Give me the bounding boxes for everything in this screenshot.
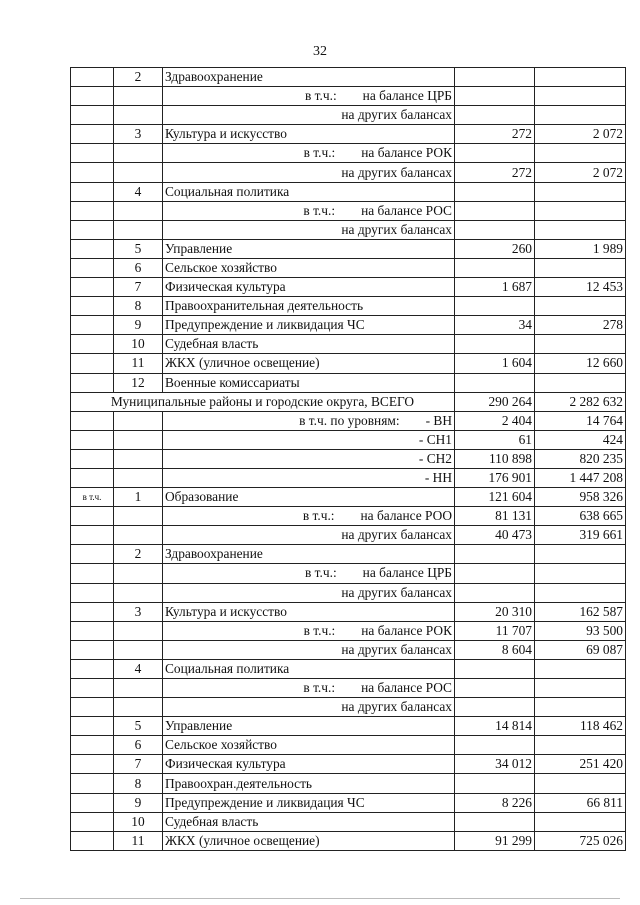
value-col-1 bbox=[455, 258, 535, 277]
sub-label: на балансе РОК bbox=[361, 622, 452, 638]
value-col-1: 2 404 bbox=[455, 411, 535, 430]
sub-label: на балансе РОК bbox=[361, 145, 452, 161]
sub-row bbox=[71, 430, 626, 449]
value-col-2 bbox=[535, 106, 626, 125]
value-col-2: 638 665 bbox=[535, 507, 626, 526]
value-col-1: 20 310 bbox=[455, 602, 535, 621]
value-col-1: 176 901 bbox=[455, 468, 535, 487]
group-marker-cell bbox=[71, 201, 114, 220]
value-col-1 bbox=[455, 68, 535, 87]
item-number-cell bbox=[114, 564, 163, 583]
sub-row bbox=[71, 201, 626, 220]
value-col-2: 14 764 bbox=[535, 411, 626, 430]
group-marker-cell bbox=[71, 526, 114, 545]
value-col-2: 251 420 bbox=[535, 755, 626, 774]
sub-label: - СН2 bbox=[418, 450, 452, 466]
item-number-cell bbox=[114, 411, 163, 430]
item-number-cell: 7 bbox=[114, 755, 163, 774]
item-name-cell: Образование bbox=[163, 488, 455, 507]
value-col-2: 12 660 bbox=[535, 354, 626, 373]
sub-row bbox=[71, 564, 626, 583]
table-row bbox=[71, 736, 626, 755]
scan-edge-line bbox=[20, 898, 620, 899]
sub-row bbox=[71, 144, 626, 163]
sub-label: на балансе ЦРБ bbox=[362, 565, 452, 581]
item-number-cell: 6 bbox=[114, 736, 163, 755]
sub-prefix: в т.ч.: bbox=[303, 145, 336, 161]
group-marker-cell bbox=[71, 640, 114, 659]
group-marker-cell bbox=[71, 774, 114, 793]
table-row bbox=[71, 659, 626, 678]
value-col-2: 278 bbox=[535, 316, 626, 335]
item-number-cell: 3 bbox=[114, 125, 163, 144]
group-marker-cell bbox=[71, 163, 114, 182]
sub-label-cell bbox=[163, 583, 455, 602]
item-number-cell bbox=[114, 430, 163, 449]
sub-label-cell bbox=[163, 679, 455, 698]
item-number-cell bbox=[114, 468, 163, 487]
sub-row bbox=[71, 220, 626, 239]
value-col-2: 2 072 bbox=[535, 163, 626, 182]
budget-table-body bbox=[71, 68, 626, 851]
sub-label: - ВН bbox=[425, 412, 452, 428]
group-marker-cell bbox=[71, 106, 114, 125]
value-col-1 bbox=[455, 106, 535, 125]
group-marker-cell bbox=[71, 736, 114, 755]
table-row bbox=[71, 793, 626, 812]
sub-row bbox=[71, 621, 626, 640]
item-name-cell: Судебная власть bbox=[163, 335, 455, 354]
group-marker-cell bbox=[71, 87, 114, 106]
sub-label: - СН1 bbox=[418, 431, 452, 447]
sub-row bbox=[71, 411, 626, 430]
group-marker-cell bbox=[71, 297, 114, 316]
sub-label-cell bbox=[163, 201, 455, 220]
item-number-cell bbox=[114, 679, 163, 698]
item-number-cell bbox=[114, 526, 163, 545]
item-name-cell: Управление bbox=[163, 239, 455, 258]
value-col-2: 424 bbox=[535, 430, 626, 449]
sub-label-cell bbox=[163, 449, 455, 468]
group-marker-cell: в т.ч. bbox=[71, 488, 114, 507]
item-number-cell: 1 bbox=[114, 488, 163, 507]
group-marker-cell bbox=[71, 182, 114, 201]
value-col-1 bbox=[455, 87, 535, 106]
item-name-cell: Физическая культура bbox=[163, 755, 455, 774]
group-marker-cell bbox=[71, 545, 114, 564]
value-col-2 bbox=[535, 297, 626, 316]
value-col-1: 1 604 bbox=[455, 354, 535, 373]
item-number-cell bbox=[114, 449, 163, 468]
item-number-cell bbox=[114, 583, 163, 602]
group-marker-cell bbox=[71, 430, 114, 449]
value-col-1: 110 898 bbox=[455, 449, 535, 468]
value-col-1 bbox=[455, 564, 535, 583]
item-name-cell: Социальная политика bbox=[163, 659, 455, 678]
item-number-cell: 10 bbox=[114, 335, 163, 354]
group-marker-cell bbox=[71, 316, 114, 335]
item-number-cell: 8 bbox=[114, 774, 163, 793]
group-marker-cell bbox=[71, 258, 114, 277]
item-name-cell: Здравоохранение bbox=[163, 545, 455, 564]
value-col-1: 272 bbox=[455, 125, 535, 144]
value-col-2 bbox=[535, 144, 626, 163]
sub-label: на балансе РОС bbox=[361, 680, 452, 696]
table-row bbox=[71, 297, 626, 316]
item-name-cell: Физическая культура bbox=[163, 278, 455, 297]
item-name-cell: Социальная политика bbox=[163, 182, 455, 201]
sub-row bbox=[71, 640, 626, 659]
table-row bbox=[71, 316, 626, 335]
table-row bbox=[71, 373, 626, 392]
item-number-cell bbox=[114, 698, 163, 717]
sub-prefix: в т.ч. по уровням: bbox=[299, 412, 400, 428]
group-marker-cell bbox=[71, 755, 114, 774]
item-name-cell: Предупреждение и ликвидация ЧС bbox=[163, 316, 455, 335]
value-col-2 bbox=[535, 545, 626, 564]
item-number-cell: 5 bbox=[114, 239, 163, 258]
value-col-1 bbox=[455, 201, 535, 220]
item-name-cell: Сельское хозяйство bbox=[163, 258, 455, 277]
sub-label: на балансе ЦРБ bbox=[362, 88, 452, 104]
table-row bbox=[71, 602, 626, 621]
group-marker-cell bbox=[71, 602, 114, 621]
total-row bbox=[71, 392, 626, 411]
value-col-2 bbox=[535, 87, 626, 106]
value-col-1 bbox=[455, 698, 535, 717]
item-number-cell bbox=[114, 144, 163, 163]
sub-label: на других балансах bbox=[341, 221, 452, 237]
sub-row bbox=[71, 507, 626, 526]
item-name-cell: ЖКХ (уличное освещение) bbox=[163, 831, 455, 850]
budget-table bbox=[70, 67, 626, 851]
value-col-1: 34 012 bbox=[455, 755, 535, 774]
sub-label-cell bbox=[163, 430, 455, 449]
group-marker-cell bbox=[71, 659, 114, 678]
sub-row bbox=[71, 468, 626, 487]
sub-label: на других балансах bbox=[341, 164, 452, 180]
value-col-1 bbox=[455, 220, 535, 239]
group-marker-cell bbox=[71, 373, 114, 392]
table-row bbox=[71, 545, 626, 564]
item-number-cell: 9 bbox=[114, 316, 163, 335]
group-marker-cell bbox=[71, 125, 114, 144]
value-col-2: 2 072 bbox=[535, 125, 626, 144]
item-name-cell: ЖКХ (уличное освещение) bbox=[163, 354, 455, 373]
value-col-2: 820 235 bbox=[535, 449, 626, 468]
item-number-cell: 4 bbox=[114, 182, 163, 201]
group-marker-cell bbox=[71, 564, 114, 583]
value-col-1 bbox=[455, 545, 535, 564]
sub-prefix: в т.ч.: bbox=[305, 88, 337, 104]
sub-row bbox=[71, 87, 626, 106]
sub-prefix: в т.ч.: bbox=[303, 202, 336, 218]
sub-prefix: в т.ч.: bbox=[305, 565, 337, 581]
value-col-1: 121 604 bbox=[455, 488, 535, 507]
group-marker-cell bbox=[71, 812, 114, 831]
value-col-1: 91 299 bbox=[455, 831, 535, 850]
sub-prefix: в т.ч.: bbox=[303, 622, 336, 638]
value-col-1: 8 226 bbox=[455, 793, 535, 812]
group-marker-cell bbox=[71, 583, 114, 602]
item-number-cell: 6 bbox=[114, 258, 163, 277]
item-number-cell bbox=[114, 106, 163, 125]
table-row bbox=[71, 488, 626, 507]
item-number-cell bbox=[114, 87, 163, 106]
sub-row bbox=[71, 583, 626, 602]
value-col-2 bbox=[535, 335, 626, 354]
table-row bbox=[71, 68, 626, 87]
sub-label: - НН bbox=[424, 470, 452, 486]
sub-label: на других балансах bbox=[341, 641, 452, 657]
item-name-cell: Культура и искусство bbox=[163, 602, 455, 621]
table-row bbox=[71, 125, 626, 144]
item-number-cell: 4 bbox=[114, 659, 163, 678]
sub-row bbox=[71, 106, 626, 125]
value-col-1: 272 bbox=[455, 163, 535, 182]
item-number-cell: 11 bbox=[114, 831, 163, 850]
sub-label-cell bbox=[163, 220, 455, 239]
value-col-2 bbox=[535, 68, 626, 87]
item-number-cell bbox=[114, 163, 163, 182]
value-col-2: 725 026 bbox=[535, 831, 626, 850]
table-row bbox=[71, 755, 626, 774]
table-row bbox=[71, 354, 626, 373]
value-col-1: 11 707 bbox=[455, 621, 535, 640]
table-row bbox=[71, 278, 626, 297]
sub-label-cell bbox=[163, 698, 455, 717]
value-col-2: 1 989 bbox=[535, 239, 626, 258]
value-col-2: 69 087 bbox=[535, 640, 626, 659]
sub-label-cell bbox=[163, 87, 455, 106]
sub-label-cell bbox=[163, 621, 455, 640]
sub-label-cell bbox=[163, 468, 455, 487]
value-col-1: 8 604 bbox=[455, 640, 535, 659]
item-number-cell: 12 bbox=[114, 373, 163, 392]
page-number: 32 bbox=[313, 44, 327, 59]
group-marker-cell bbox=[71, 144, 114, 163]
group-marker-cell bbox=[71, 411, 114, 430]
sub-row bbox=[71, 163, 626, 182]
table-row bbox=[71, 774, 626, 793]
group-marker-cell bbox=[71, 449, 114, 468]
table-row bbox=[71, 258, 626, 277]
sub-row bbox=[71, 449, 626, 468]
sub-label-cell bbox=[163, 640, 455, 659]
value-col-2 bbox=[535, 679, 626, 698]
item-number-cell: 2 bbox=[114, 545, 163, 564]
value-col-2 bbox=[535, 659, 626, 678]
table-row bbox=[71, 182, 626, 201]
value-col-1: 81 131 bbox=[455, 507, 535, 526]
sub-label-cell bbox=[163, 106, 455, 125]
value-col-2 bbox=[535, 812, 626, 831]
sub-row bbox=[71, 526, 626, 545]
value-col-2: 93 500 bbox=[535, 621, 626, 640]
value-col-2: 958 326 bbox=[535, 488, 626, 507]
group-marker-cell bbox=[71, 278, 114, 297]
item-number-cell bbox=[114, 640, 163, 659]
item-number-cell bbox=[114, 621, 163, 640]
table-row bbox=[71, 239, 626, 258]
value-col-1 bbox=[455, 774, 535, 793]
item-number-cell bbox=[114, 220, 163, 239]
group-marker-cell bbox=[71, 239, 114, 258]
group-marker-cell bbox=[71, 621, 114, 640]
value-col-1 bbox=[455, 736, 535, 755]
sub-label-cell bbox=[163, 564, 455, 583]
value-col-2 bbox=[535, 736, 626, 755]
value-col-2 bbox=[535, 698, 626, 717]
value-col-1: 1 687 bbox=[455, 278, 535, 297]
sub-label: на балансе РОО bbox=[360, 508, 452, 524]
value-col-1: 34 bbox=[455, 316, 535, 335]
group-marker-cell bbox=[71, 507, 114, 526]
value-col-1 bbox=[455, 335, 535, 354]
value-col-2 bbox=[535, 201, 626, 220]
group-marker-cell bbox=[71, 717, 114, 736]
value-col-2: 118 462 bbox=[535, 717, 626, 736]
total-label: Муниципальные районы и городские округа, ВСЕГО bbox=[71, 392, 455, 411]
item-number-cell: 9 bbox=[114, 793, 163, 812]
sub-label-cell bbox=[163, 507, 455, 526]
value-col-2: 1 447 208 bbox=[535, 468, 626, 487]
group-marker-cell bbox=[71, 335, 114, 354]
value-col-1 bbox=[455, 182, 535, 201]
value-col-1 bbox=[455, 659, 535, 678]
sub-label: на балансе РОС bbox=[361, 202, 452, 218]
sub-label: на других балансах bbox=[341, 527, 452, 543]
sub-label: на других балансах bbox=[341, 699, 452, 715]
value-col-2 bbox=[535, 258, 626, 277]
group-marker-cell bbox=[71, 220, 114, 239]
item-name-cell: Управление bbox=[163, 717, 455, 736]
value-col-1 bbox=[455, 144, 535, 163]
sub-label-cell bbox=[163, 526, 455, 545]
item-name-cell: Правоохран.деятельность bbox=[163, 774, 455, 793]
value-col-2: 12 453 bbox=[535, 278, 626, 297]
value-col-2 bbox=[535, 182, 626, 201]
item-name-cell: Здравоохранение bbox=[163, 68, 455, 87]
value-col-1 bbox=[455, 373, 535, 392]
value-col-1 bbox=[455, 583, 535, 602]
item-name-cell: Сельское хозяйство bbox=[163, 736, 455, 755]
table-row bbox=[71, 812, 626, 831]
sub-row bbox=[71, 698, 626, 717]
value-col-1: 14 814 bbox=[455, 717, 535, 736]
item-name-cell: Предупреждение и ликвидация ЧС bbox=[163, 793, 455, 812]
value-col-1: 61 bbox=[455, 430, 535, 449]
item-name-cell: Культура и искусство bbox=[163, 125, 455, 144]
item-name-cell: Правоохранительная деятельность bbox=[163, 297, 455, 316]
sub-label-cell bbox=[163, 144, 455, 163]
item-number-cell bbox=[114, 201, 163, 220]
item-name-cell: Судебная власть bbox=[163, 812, 455, 831]
value-col-2: 66 811 bbox=[535, 793, 626, 812]
value-col-1: 40 473 bbox=[455, 526, 535, 545]
value-col-2 bbox=[535, 564, 626, 583]
sub-label: на других балансах bbox=[341, 584, 452, 600]
item-name-cell: Военные комиссариаты bbox=[163, 373, 455, 392]
item-number-cell: 7 bbox=[114, 278, 163, 297]
item-number-cell: 5 bbox=[114, 717, 163, 736]
group-marker-cell bbox=[71, 679, 114, 698]
value-col-2 bbox=[535, 373, 626, 392]
table-row bbox=[71, 831, 626, 850]
group-marker-cell bbox=[71, 793, 114, 812]
value-col-1: 290 264 bbox=[455, 392, 535, 411]
value-col-1 bbox=[455, 812, 535, 831]
group-marker-cell bbox=[71, 354, 114, 373]
group-marker-cell bbox=[71, 698, 114, 717]
table-row bbox=[71, 717, 626, 736]
value-col-1 bbox=[455, 297, 535, 316]
sub-row bbox=[71, 679, 626, 698]
sub-prefix: в т.ч.: bbox=[303, 680, 336, 696]
value-col-2: 162 587 bbox=[535, 602, 626, 621]
group-marker-cell bbox=[71, 468, 114, 487]
item-number-cell: 2 bbox=[114, 68, 163, 87]
item-number-cell: 11 bbox=[114, 354, 163, 373]
value-col-1 bbox=[455, 679, 535, 698]
item-number-cell: 3 bbox=[114, 602, 163, 621]
value-col-2 bbox=[535, 774, 626, 793]
group-marker-cell bbox=[71, 68, 114, 87]
value-col-2: 2 282 632 bbox=[535, 392, 626, 411]
value-col-2 bbox=[535, 220, 626, 239]
value-col-1: 260 bbox=[455, 239, 535, 258]
sub-label-cell bbox=[163, 163, 455, 182]
group-marker-cell bbox=[71, 831, 114, 850]
value-col-2 bbox=[535, 583, 626, 602]
sub-label: на других балансах bbox=[341, 107, 452, 123]
table-row bbox=[71, 335, 626, 354]
item-number-cell: 8 bbox=[114, 297, 163, 316]
sub-label-cell bbox=[163, 411, 455, 430]
sub-prefix: в т.ч.: bbox=[302, 508, 335, 524]
item-number-cell: 10 bbox=[114, 812, 163, 831]
item-number-cell bbox=[114, 507, 163, 526]
value-col-2: 319 661 bbox=[535, 526, 626, 545]
